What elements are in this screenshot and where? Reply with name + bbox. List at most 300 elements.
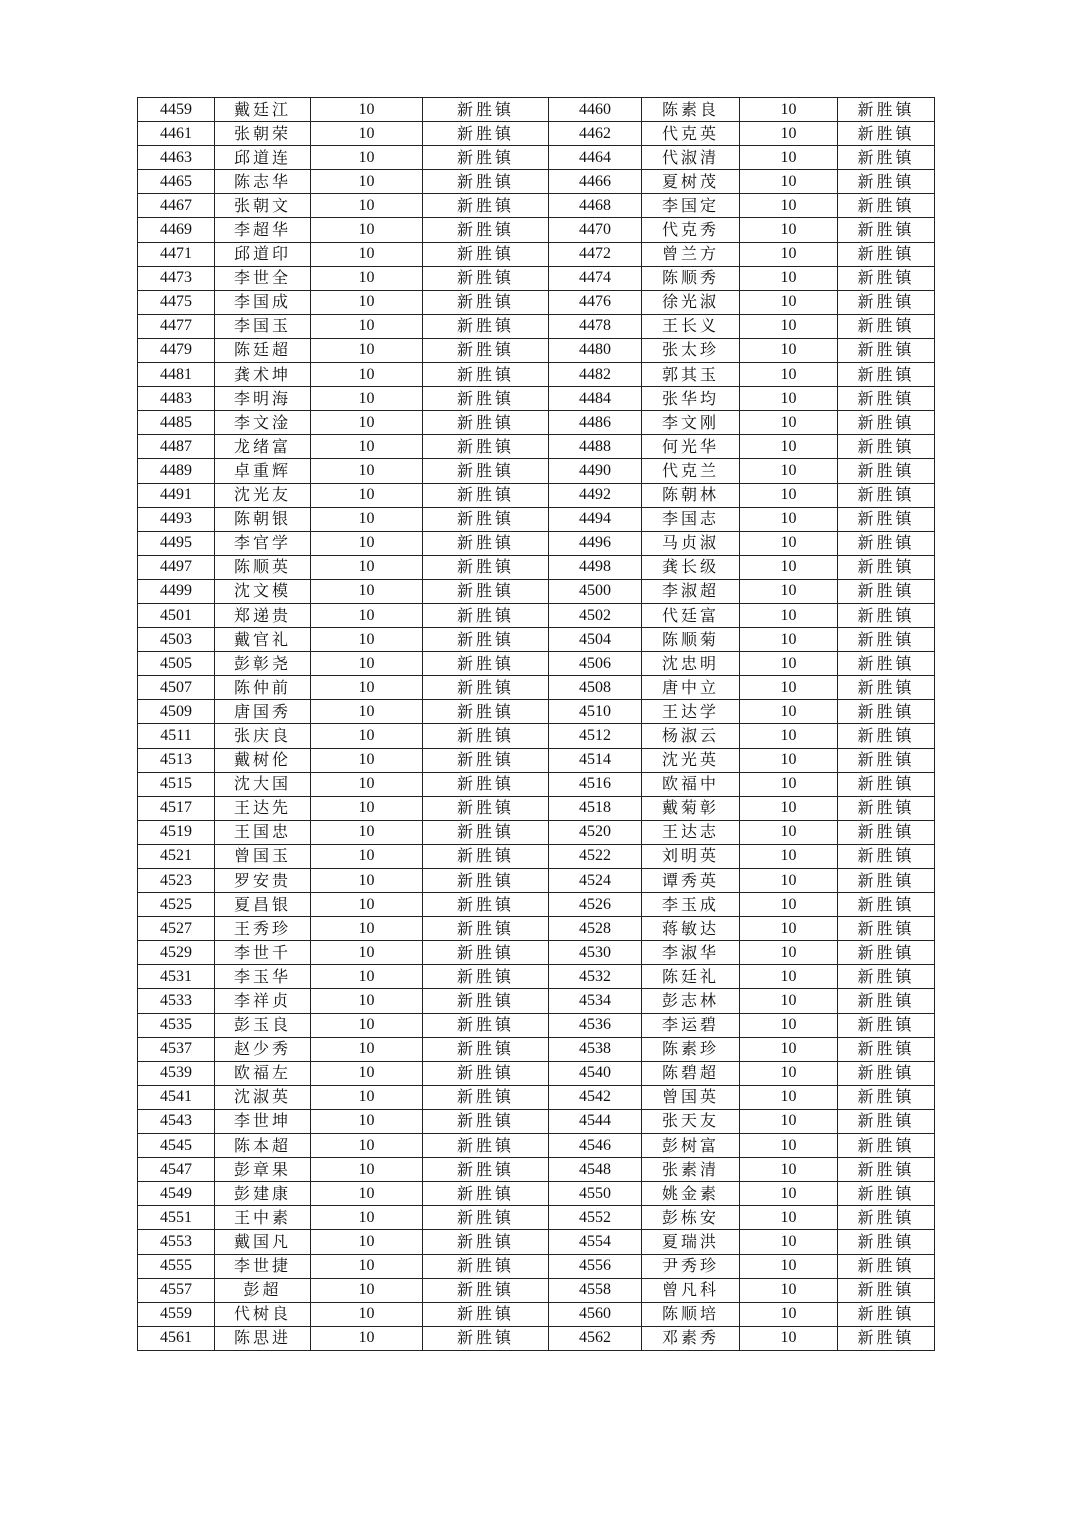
right-town-cell: 新胜镇 [838,1278,935,1302]
right-serial-number-cell: 4478 [549,314,642,338]
left-serial-number-cell: 4509 [138,700,215,724]
right-person-name-cell: 代淑清 [642,146,740,170]
left-town-cell: 新胜镇 [423,917,549,941]
right-person-name-cell: 王长义 [642,314,740,338]
right-person-name-cell: 尹秀珍 [642,1254,740,1278]
table-row [138,796,935,820]
left-town-cell: 新胜镇 [423,603,549,627]
left-amount-cell: 10 [311,1109,423,1133]
left-person-name-cell: 戴树伦 [215,748,311,772]
left-amount-cell: 10 [311,1326,423,1350]
left-serial-number-cell: 4511 [138,724,215,748]
right-serial-number-cell: 4504 [549,628,642,652]
right-serial-number-cell: 4562 [549,1326,642,1350]
left-serial-number-cell: 4515 [138,772,215,796]
table-row [138,1158,935,1182]
left-amount-cell: 10 [311,531,423,555]
right-town-cell: 新胜镇 [838,844,935,868]
left-amount-cell: 10 [311,1278,423,1302]
right-serial-number-cell: 4560 [549,1302,642,1326]
table-row [138,363,935,387]
left-town-cell: 新胜镇 [423,941,549,965]
left-serial-number-cell: 4519 [138,820,215,844]
right-town-cell: 新胜镇 [838,1182,935,1206]
left-amount-cell: 10 [311,459,423,483]
left-town-cell: 新胜镇 [423,218,549,242]
left-person-name-cell: 戴官礼 [215,628,311,652]
right-serial-number-cell: 4544 [549,1109,642,1133]
right-serial-number-cell: 4508 [549,676,642,700]
left-serial-number-cell: 4501 [138,603,215,627]
left-person-name-cell: 代树良 [215,1302,311,1326]
left-amount-cell: 10 [311,1302,423,1326]
right-amount-cell: 10 [740,459,838,483]
left-serial-number-cell: 4539 [138,1061,215,1085]
left-town-cell: 新胜镇 [423,1206,549,1230]
left-serial-number-cell: 4495 [138,531,215,555]
left-town-cell: 新胜镇 [423,1254,549,1278]
table-row [138,941,935,965]
left-serial-number-cell: 4547 [138,1158,215,1182]
table-row [138,1013,935,1037]
right-amount-cell: 10 [740,989,838,1013]
left-amount-cell: 10 [311,700,423,724]
table-row [138,218,935,242]
left-serial-number-cell: 4489 [138,459,215,483]
left-amount-cell: 10 [311,989,423,1013]
left-serial-number-cell: 4535 [138,1013,215,1037]
right-serial-number-cell: 4472 [549,242,642,266]
right-amount-cell: 10 [740,507,838,531]
left-serial-number-cell: 4551 [138,1206,215,1230]
left-serial-number-cell: 4527 [138,917,215,941]
left-amount-cell: 10 [311,1085,423,1109]
table-row [138,1182,935,1206]
left-town-cell: 新胜镇 [423,507,549,531]
right-serial-number-cell: 4512 [549,724,642,748]
left-amount-cell: 10 [311,363,423,387]
left-town-cell: 新胜镇 [423,338,549,362]
right-amount-cell: 10 [740,1230,838,1254]
left-serial-number-cell: 4469 [138,218,215,242]
right-town-cell: 新胜镇 [838,435,935,459]
right-person-name-cell: 邓素秀 [642,1326,740,1350]
left-serial-number-cell: 4541 [138,1085,215,1109]
right-amount-cell: 10 [740,1037,838,1061]
left-person-name-cell: 王达先 [215,796,311,820]
right-town-cell: 新胜镇 [838,1134,935,1158]
left-serial-number-cell: 4459 [138,98,215,122]
right-person-name-cell: 李玉成 [642,893,740,917]
right-amount-cell: 10 [740,338,838,362]
right-person-name-cell: 陈素良 [642,98,740,122]
left-person-name-cell: 王国忠 [215,820,311,844]
right-amount-cell: 10 [740,1206,838,1230]
table-row [138,387,935,411]
table-row [138,1230,935,1254]
left-person-name-cell: 陈朝银 [215,507,311,531]
left-amount-cell: 10 [311,1206,423,1230]
right-serial-number-cell: 4546 [549,1134,642,1158]
right-amount-cell: 10 [740,1254,838,1278]
right-serial-number-cell: 4542 [549,1085,642,1109]
right-serial-number-cell: 4488 [549,435,642,459]
table-row [138,170,935,194]
left-person-name-cell: 李世捷 [215,1254,311,1278]
right-town-cell: 新胜镇 [838,194,935,218]
right-amount-cell: 10 [740,965,838,989]
right-serial-number-cell: 4536 [549,1013,642,1037]
right-serial-number-cell: 4480 [549,338,642,362]
table-row [138,435,935,459]
roster-table [137,97,935,1351]
right-amount-cell: 10 [740,1013,838,1037]
right-town-cell: 新胜镇 [838,941,935,965]
right-person-name-cell: 何光华 [642,435,740,459]
right-town-cell: 新胜镇 [838,579,935,603]
left-amount-cell: 10 [311,748,423,772]
right-person-name-cell: 马贞淑 [642,531,740,555]
right-amount-cell: 10 [740,628,838,652]
left-amount-cell: 10 [311,411,423,435]
left-person-name-cell: 陈志华 [215,170,311,194]
left-person-name-cell: 李文淦 [215,411,311,435]
table-row [138,893,935,917]
left-person-name-cell: 李明海 [215,387,311,411]
right-person-name-cell: 张华均 [642,387,740,411]
right-amount-cell: 10 [740,242,838,266]
right-person-name-cell: 夏树茂 [642,170,740,194]
left-amount-cell: 10 [311,820,423,844]
left-town-cell: 新胜镇 [423,869,549,893]
left-serial-number-cell: 4465 [138,170,215,194]
right-person-name-cell: 陈碧超 [642,1061,740,1085]
right-town-cell: 新胜镇 [838,1254,935,1278]
right-serial-number-cell: 4464 [549,146,642,170]
left-amount-cell: 10 [311,387,423,411]
right-town-cell: 新胜镇 [838,122,935,146]
left-amount-cell: 10 [311,869,423,893]
table-row [138,411,935,435]
right-amount-cell: 10 [740,917,838,941]
left-town-cell: 新胜镇 [423,1182,549,1206]
left-town-cell: 新胜镇 [423,483,549,507]
left-amount-cell: 10 [311,146,423,170]
right-person-name-cell: 谭秀英 [642,869,740,893]
left-town-cell: 新胜镇 [423,1158,549,1182]
table-row [138,531,935,555]
right-amount-cell: 10 [740,555,838,579]
right-town-cell: 新胜镇 [838,965,935,989]
left-town-cell: 新胜镇 [423,1134,549,1158]
right-amount-cell: 10 [740,869,838,893]
left-serial-number-cell: 4555 [138,1254,215,1278]
right-amount-cell: 10 [740,146,838,170]
left-person-name-cell: 王中素 [215,1206,311,1230]
left-person-name-cell: 沈文模 [215,579,311,603]
table-row [138,1254,935,1278]
right-amount-cell: 10 [740,724,838,748]
left-person-name-cell: 李官学 [215,531,311,555]
left-serial-number-cell: 4543 [138,1109,215,1133]
left-amount-cell: 10 [311,1182,423,1206]
left-amount-cell: 10 [311,242,423,266]
left-serial-number-cell: 4525 [138,893,215,917]
left-person-name-cell: 彭彰尧 [215,652,311,676]
left-person-name-cell: 沈光友 [215,483,311,507]
right-serial-number-cell: 4550 [549,1182,642,1206]
right-person-name-cell: 姚金素 [642,1182,740,1206]
left-serial-number-cell: 4477 [138,314,215,338]
left-person-name-cell: 李玉华 [215,965,311,989]
right-person-name-cell: 王达学 [642,700,740,724]
right-serial-number-cell: 4534 [549,989,642,1013]
left-town-cell: 新胜镇 [423,772,549,796]
right-amount-cell: 10 [740,194,838,218]
right-serial-number-cell: 4466 [549,170,642,194]
left-serial-number-cell: 4497 [138,555,215,579]
table-row [138,869,935,893]
left-town-cell: 新胜镇 [423,1278,549,1302]
table-row [138,194,935,218]
right-amount-cell: 10 [740,170,838,194]
left-serial-number-cell: 4523 [138,869,215,893]
left-town-cell: 新胜镇 [423,194,549,218]
right-person-name-cell: 曾凡科 [642,1278,740,1302]
right-person-name-cell: 李淑华 [642,941,740,965]
right-town-cell: 新胜镇 [838,1230,935,1254]
table-row [138,266,935,290]
left-person-name-cell: 王秀珍 [215,917,311,941]
right-town-cell: 新胜镇 [838,1085,935,1109]
right-town-cell: 新胜镇 [838,218,935,242]
left-serial-number-cell: 4513 [138,748,215,772]
right-person-name-cell: 张太珍 [642,338,740,362]
right-person-name-cell: 张素清 [642,1158,740,1182]
left-serial-number-cell: 4521 [138,844,215,868]
right-person-name-cell: 陈顺菊 [642,628,740,652]
left-town-cell: 新胜镇 [423,700,549,724]
left-serial-number-cell: 4531 [138,965,215,989]
left-amount-cell: 10 [311,1037,423,1061]
right-town-cell: 新胜镇 [838,98,935,122]
table-row [138,459,935,483]
left-town-cell: 新胜镇 [423,965,549,989]
right-town-cell: 新胜镇 [838,507,935,531]
right-person-name-cell: 李运碧 [642,1013,740,1037]
right-amount-cell: 10 [740,1182,838,1206]
left-person-name-cell: 赵少秀 [215,1037,311,1061]
left-town-cell: 新胜镇 [423,170,549,194]
left-amount-cell: 10 [311,579,423,603]
left-town-cell: 新胜镇 [423,122,549,146]
right-person-name-cell: 徐光淑 [642,290,740,314]
right-person-name-cell: 陈朝林 [642,483,740,507]
table-row [138,1085,935,1109]
right-person-name-cell: 王达志 [642,820,740,844]
left-amount-cell: 10 [311,893,423,917]
left-town-cell: 新胜镇 [423,411,549,435]
left-amount-cell: 10 [311,194,423,218]
table-row [138,1061,935,1085]
left-amount-cell: 10 [311,266,423,290]
left-serial-number-cell: 4545 [138,1134,215,1158]
table-row [138,579,935,603]
left-person-name-cell: 李国玉 [215,314,311,338]
right-serial-number-cell: 4532 [549,965,642,989]
left-serial-number-cell: 4473 [138,266,215,290]
left-amount-cell: 10 [311,122,423,146]
left-person-name-cell: 邱道印 [215,242,311,266]
table-row [138,652,935,676]
right-person-name-cell: 龚长级 [642,555,740,579]
left-town-cell: 新胜镇 [423,628,549,652]
left-serial-number-cell: 4463 [138,146,215,170]
right-person-name-cell: 陈顺培 [642,1302,740,1326]
right-person-name-cell: 李淑超 [642,579,740,603]
right-amount-cell: 10 [740,796,838,820]
left-amount-cell: 10 [311,772,423,796]
right-serial-number-cell: 4470 [549,218,642,242]
left-person-name-cell: 李祥贞 [215,989,311,1013]
table-row [138,820,935,844]
left-amount-cell: 10 [311,628,423,652]
table-row [138,1302,935,1326]
left-amount-cell: 10 [311,796,423,820]
right-serial-number-cell: 4514 [549,748,642,772]
left-town-cell: 新胜镇 [423,314,549,338]
table-row [138,772,935,796]
left-person-name-cell: 陈思进 [215,1326,311,1350]
right-amount-cell: 10 [740,483,838,507]
left-person-name-cell: 彭章果 [215,1158,311,1182]
left-person-name-cell: 欧福左 [215,1061,311,1085]
right-amount-cell: 10 [740,531,838,555]
table-row [138,724,935,748]
right-town-cell: 新胜镇 [838,1302,935,1326]
right-town-cell: 新胜镇 [838,146,935,170]
table-row [138,338,935,362]
left-amount-cell: 10 [311,844,423,868]
right-town-cell: 新胜镇 [838,796,935,820]
left-serial-number-cell: 4549 [138,1182,215,1206]
left-amount-cell: 10 [311,290,423,314]
table-row [138,314,935,338]
right-town-cell: 新胜镇 [838,1109,935,1133]
table-row [138,483,935,507]
table-row [138,676,935,700]
left-person-name-cell: 郑递贵 [215,603,311,627]
left-serial-number-cell: 4491 [138,483,215,507]
right-amount-cell: 10 [740,1302,838,1326]
left-town-cell: 新胜镇 [423,555,549,579]
right-town-cell: 新胜镇 [838,1326,935,1350]
left-amount-cell: 10 [311,507,423,531]
right-town-cell: 新胜镇 [838,1013,935,1037]
right-person-name-cell: 彭栋安 [642,1206,740,1230]
left-person-name-cell: 龙绪富 [215,435,311,459]
right-amount-cell: 10 [740,1326,838,1350]
right-amount-cell: 10 [740,266,838,290]
right-town-cell: 新胜镇 [838,1037,935,1061]
table-row [138,146,935,170]
right-town-cell: 新胜镇 [838,483,935,507]
right-serial-number-cell: 4474 [549,266,642,290]
right-town-cell: 新胜镇 [838,820,935,844]
right-amount-cell: 10 [740,700,838,724]
table-row [138,965,935,989]
left-amount-cell: 10 [311,941,423,965]
left-serial-number-cell: 4475 [138,290,215,314]
left-serial-number-cell: 4507 [138,676,215,700]
table-row [138,1206,935,1230]
left-town-cell: 新胜镇 [423,242,549,266]
left-amount-cell: 10 [311,917,423,941]
right-serial-number-cell: 4538 [549,1037,642,1061]
right-serial-number-cell: 4462 [549,122,642,146]
left-serial-number-cell: 4461 [138,122,215,146]
right-amount-cell: 10 [740,893,838,917]
right-serial-number-cell: 4540 [549,1061,642,1085]
table-row [138,748,935,772]
left-person-name-cell: 唐国秀 [215,700,311,724]
left-town-cell: 新胜镇 [423,989,549,1013]
left-person-name-cell: 张朝文 [215,194,311,218]
table-row [138,1037,935,1061]
left-town-cell: 新胜镇 [423,435,549,459]
right-amount-cell: 10 [740,603,838,627]
left-town-cell: 新胜镇 [423,146,549,170]
right-person-name-cell: 彭志林 [642,989,740,1013]
left-town-cell: 新胜镇 [423,459,549,483]
table-row [138,122,935,146]
left-amount-cell: 10 [311,483,423,507]
left-person-name-cell: 李世千 [215,941,311,965]
left-person-name-cell: 陈廷超 [215,338,311,362]
left-serial-number-cell: 4529 [138,941,215,965]
right-town-cell: 新胜镇 [838,652,935,676]
right-serial-number-cell: 4530 [549,941,642,965]
left-town-cell: 新胜镇 [423,820,549,844]
right-person-name-cell: 刘明英 [642,844,740,868]
right-town-cell: 新胜镇 [838,459,935,483]
left-serial-number-cell: 4481 [138,363,215,387]
right-person-name-cell: 唐中立 [642,676,740,700]
right-amount-cell: 10 [740,363,838,387]
right-person-name-cell: 李文刚 [642,411,740,435]
right-person-name-cell: 沈忠明 [642,652,740,676]
right-person-name-cell: 杨淑云 [642,724,740,748]
right-person-name-cell: 代廷富 [642,603,740,627]
left-serial-number-cell: 4487 [138,435,215,459]
right-town-cell: 新胜镇 [838,700,935,724]
right-serial-number-cell: 4482 [549,363,642,387]
left-serial-number-cell: 4503 [138,628,215,652]
right-serial-number-cell: 4522 [549,844,642,868]
left-person-name-cell: 彭超 [215,1278,311,1302]
right-town-cell: 新胜镇 [838,1158,935,1182]
right-serial-number-cell: 4524 [549,869,642,893]
left-amount-cell: 10 [311,435,423,459]
left-person-name-cell: 陈本超 [215,1134,311,1158]
right-serial-number-cell: 4558 [549,1278,642,1302]
right-serial-number-cell: 4476 [549,290,642,314]
right-amount-cell: 10 [740,941,838,965]
left-person-name-cell: 李世坤 [215,1109,311,1133]
table-row [138,917,935,941]
right-amount-cell: 10 [740,579,838,603]
left-person-name-cell: 彭玉良 [215,1013,311,1037]
